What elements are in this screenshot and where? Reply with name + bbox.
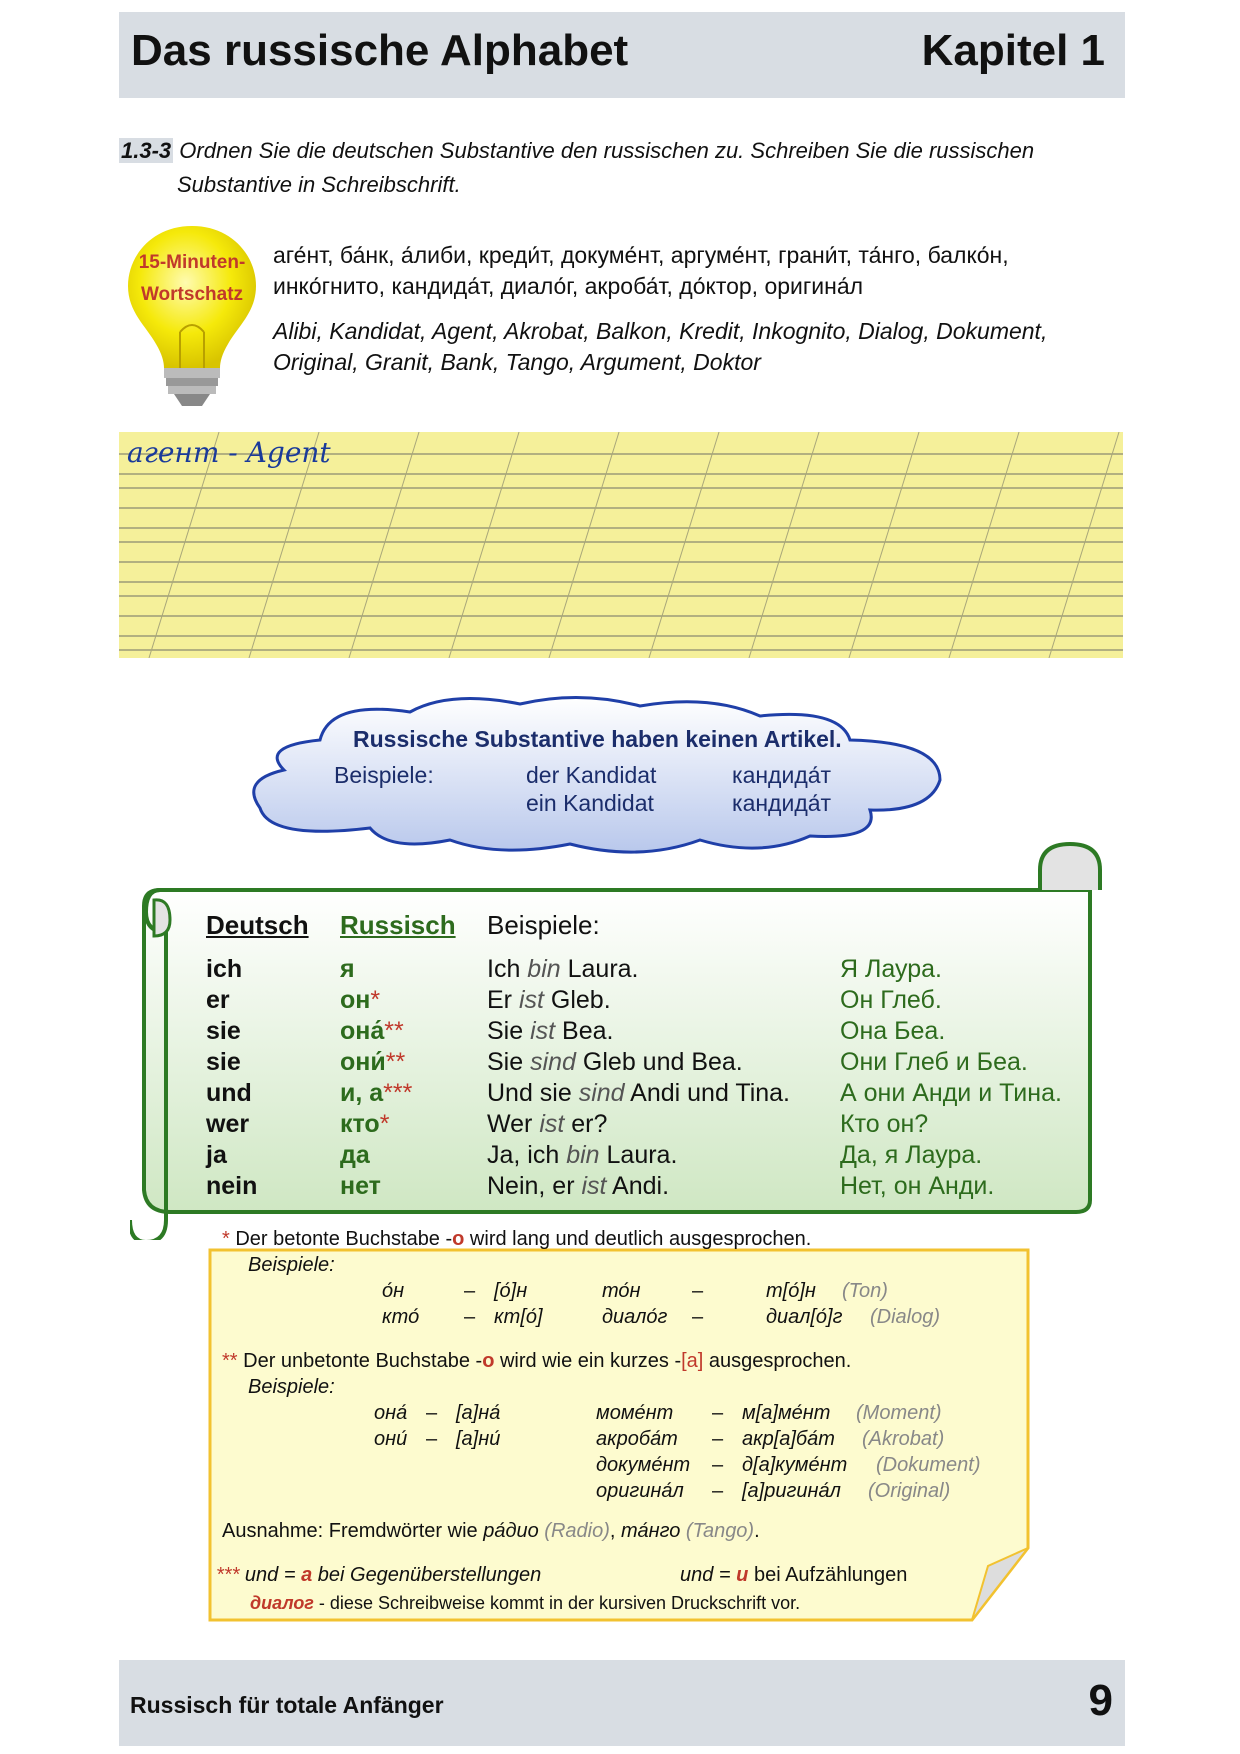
table-row-ru-example: Нет, он Анди. — [840, 1172, 995, 1200]
table-row-ru: нет — [340, 1172, 381, 1200]
note3-left: *** und = a bei Gegenüberstellungen — [216, 1564, 542, 1586]
ex2r-d1: – — [712, 1428, 724, 1450]
ex2r-d0: – — [712, 1402, 724, 1424]
table-row-de: er — [206, 986, 230, 1014]
ex2r-p0: м[а]ме́нт — [742, 1402, 831, 1424]
chapter-label: Kapitel 1 — [921, 26, 1105, 75]
note4: диалог - diese Schreibweise kommt in der kursiven Druckschrift vor. — [250, 1593, 801, 1613]
footer-title: Russisch für totale Anfänger — [130, 1692, 444, 1718]
exception-note: Ausnahme: Fremdwörter wie ра́дио (Radio), та́нго (Tango). — [222, 1520, 760, 1542]
note1: * Der betonte Buchstabe -о wird lang und deutlich ausgesprochen. — [222, 1228, 812, 1250]
table-row-ru: он* — [340, 986, 381, 1014]
table-row-ru: они́** — [340, 1048, 406, 1076]
ex1-w1: кто́ — [382, 1306, 420, 1328]
header-bar — [119, 12, 1125, 98]
ex1-p0: [о́]н — [494, 1280, 528, 1302]
task-number: 1.3-3 — [121, 138, 172, 163]
table-row-ru-example: Они Глеб и Беа. — [840, 1048, 1028, 1076]
cloud-examples-label: Beispiele: — [334, 762, 434, 788]
ex1-g2: (Ton) — [842, 1280, 888, 1302]
ex1-d3: – — [692, 1306, 704, 1328]
ex1-w0: о́н — [382, 1280, 405, 1302]
german-words-line2: Original, Granit, Bank, Tango, Argument, Doktor — [273, 349, 761, 375]
table-row-ru-example: Да, я Лаура. — [840, 1141, 983, 1169]
table-row-example: Sie ist Bea. — [487, 1017, 614, 1045]
ex2r-d3: – — [712, 1480, 724, 1502]
ex2r-g3: (Original) — [868, 1480, 951, 1502]
header-beispiele: Beispiele: — [487, 910, 600, 940]
task-instruction — [119, 134, 1119, 202]
german-words-line1: Alibi, Kandidat, Agent, Akrobat, Balkon, Kredit, Inkognito, Dialog, Dokument, — [273, 318, 1048, 344]
ex2r-g1: (Akrobat) — [862, 1428, 945, 1450]
ex2r-w1: акроба́т — [596, 1428, 678, 1450]
german-word-list — [273, 316, 1133, 378]
ex2r-w3: оригина́л — [596, 1480, 684, 1502]
table-row-example: Ja, ich bin Laura. — [487, 1141, 678, 1169]
table-row-ru: она́** — [340, 1017, 404, 1045]
table-row-example: Wer ist er? — [487, 1110, 608, 1138]
task-text-line2: Substantive in Schreibschrift. — [177, 172, 461, 197]
table-row-ru: я — [340, 955, 355, 983]
footer-bar — [119, 1660, 1125, 1746]
table-row-example: Ich bin Laura. — [487, 955, 639, 983]
header-russisch: Russisch — [340, 910, 456, 940]
table-row-ru-example: Она Беа. — [840, 1017, 946, 1045]
ex2r-w0: моме́нт — [596, 1402, 674, 1424]
table-row-de: ich — [206, 955, 243, 983]
ex1-w2: то́н — [602, 1280, 641, 1302]
table-row-example: Nein, er ist Andi. — [487, 1172, 670, 1200]
table-row-example: Sie sind Gleb und Bea. — [487, 1048, 743, 1076]
table-row-ru-example: Я Лаура. — [840, 955, 943, 983]
table-row-de: wer — [206, 1110, 250, 1138]
cloud-ru-2: кандида́т — [732, 790, 832, 816]
table-row-ru-example: А они Анди и Тина. — [840, 1079, 1062, 1107]
table-row-ru: и, а*** — [340, 1079, 413, 1107]
bulb-label-line1: 15-Minuten- — [138, 252, 246, 273]
page-title: Das russische Alphabet — [131, 26, 629, 75]
ex1-d2: – — [692, 1280, 704, 1302]
russian-word-list — [273, 240, 1133, 302]
ex2r-p2: д[а]куме́нт — [742, 1454, 848, 1476]
note1-beispiele: Beispiele: — [248, 1254, 335, 1276]
ex2r-p1: акр[а]ба́т — [742, 1428, 835, 1450]
cloud-title: Russische Substantive haben keinen Artikel. — [353, 726, 842, 752]
cloud-de-2: ein Kandidat — [526, 790, 654, 816]
table-row-ru: кто* — [340, 1110, 390, 1138]
table-row-de: ja — [206, 1141, 227, 1169]
header-deutsch: Deutsch — [206, 910, 309, 940]
table-row-de: sie — [206, 1017, 241, 1045]
table-row-ru-example: Кто он? — [840, 1110, 929, 1138]
ex2r-d2: – — [712, 1454, 724, 1476]
lightbulb-icon — [122, 222, 262, 412]
ex1-p1: кт[о́] — [494, 1306, 543, 1328]
ex2l-d0: – — [426, 1402, 438, 1424]
handwriting-practice-area[interactable] — [119, 432, 1123, 658]
table-row-ru: да — [340, 1141, 370, 1169]
ex1-p3: диал[о́]г — [766, 1306, 843, 1328]
ex2l-w0: она́ — [374, 1402, 408, 1424]
russian-words-line2: инко́гнито, кандида́т, диало́г, акроба́т, до́ктор, оригина́л — [273, 273, 864, 299]
table-row-de: und — [206, 1079, 252, 1107]
note2: ** Der unbetonte Buchstabe -о wird wie ein kurzes -[a] ausgesprochen. — [222, 1350, 852, 1372]
bulb-graphic — [122, 222, 262, 412]
cloud-ru-1: кандида́т — [732, 762, 832, 788]
ex2r-p3: [а]ригина́л — [742, 1480, 841, 1502]
task-text-line1: Ordnen Sie die deutschen Substantive den russischen zu. Schreiben Sie die russischen — [179, 138, 1035, 163]
russian-words-line1: аге́нт, ба́нк, а́либи, креди́т, докуме́нт, аргуме́нт, грани́т, та́нго, балко́н, — [273, 242, 1009, 268]
ex1-p2: т[о́]н — [766, 1280, 816, 1302]
table-row-ru-example: Он Глеб. — [840, 986, 942, 1014]
table-row-de: sie — [206, 1048, 241, 1076]
ex2l-w1: они́ — [374, 1428, 408, 1450]
ex2l-d1: – — [426, 1428, 438, 1450]
ex2l-p0: [а]на́ — [456, 1402, 501, 1424]
note3-right: und = и bei Aufzählungen — [680, 1564, 908, 1586]
table-row-example: Er ist Gleb. — [487, 986, 611, 1014]
page-number: 9 — [1088, 1676, 1113, 1725]
info-cloud — [240, 690, 960, 860]
ex2r-g0: (Moment) — [856, 1402, 942, 1424]
note2-beispiele: Beispiele: — [248, 1376, 335, 1398]
ex2l-p1: [а]ни́ — [456, 1428, 501, 1450]
ex1-d1: – — [464, 1306, 476, 1328]
ex2r-g2: (Dokument) — [876, 1454, 981, 1476]
cloud-de-1: der Kandidat — [526, 762, 657, 788]
ex1-g3: (Dialog) — [870, 1306, 941, 1328]
table-row-de: nein — [206, 1172, 258, 1200]
ex1-d0: – — [464, 1280, 476, 1302]
ex1-w3: диало́г — [602, 1306, 668, 1328]
bulb-label-line2: Wortschatz — [140, 284, 244, 305]
handwriting-sample: агент - Agent — [127, 436, 331, 469]
ex2r-w2: докуме́нт — [596, 1454, 691, 1476]
table-row-example: Und sie sind Andi und Tina. — [487, 1079, 790, 1107]
